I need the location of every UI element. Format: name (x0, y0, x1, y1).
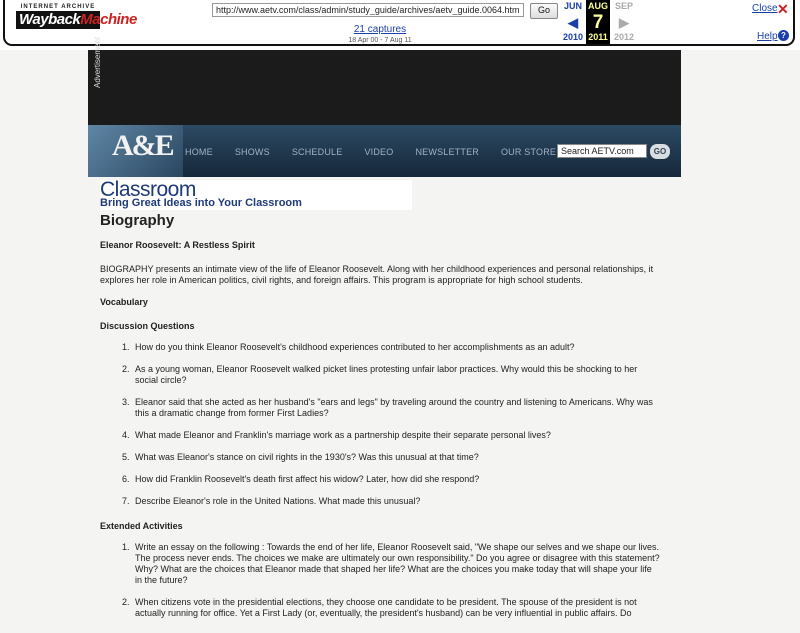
wayback-logo-top: INTERNET ARCHIVE (20, 4, 96, 10)
list-item: 1. How do you think Eleanor Roosevelt's childhood experiences contributed to her accomplishments as an adult? (132, 342, 660, 353)
current-day: 7 (592, 12, 604, 33)
nav-our-store[interactable]: OUR STORE (500, 147, 557, 157)
wayback-logo[interactable] (16, 4, 137, 40)
classroom-banner (100, 180, 412, 210)
site-search-go-button[interactable]: GO (650, 144, 670, 159)
help-icon[interactable]: ? (778, 30, 789, 41)
current-year: 2011 (588, 32, 608, 42)
next-year: 2012 (613, 32, 635, 42)
current-capture (586, 0, 610, 44)
site-search-input[interactable] (557, 144, 647, 158)
discussion-heading: Discussion Questions (100, 321, 195, 331)
advertisement-label: Advertisement (93, 36, 102, 88)
list-item: 4. What made Eleanor and Franklin's marriage work as a partnership despite their separate personal lives? (132, 430, 660, 441)
nav-video[interactable]: VIDEO (364, 147, 394, 157)
next-month: SEP (614, 1, 633, 11)
list-item: 1. Write an essay on the following : Towards the end of her life, Eleanor Roosevelt said, "We shape our selves and we shape our lives. The process never ends. The choices we make are ultimately our own responsibility." Do you agree or disagree with this statement? Why? What are the choices that Eleanor made that shaped her life? What are the choices you make today that will shape your life in the future? (132, 542, 660, 586)
close-link[interactable]: Close (752, 3, 778, 14)
discussion-list (100, 342, 660, 507)
classroom-tagline: Bring Great Ideas into Your Classroom (100, 197, 302, 209)
nav-links (185, 147, 578, 157)
prev-month: JUN (563, 1, 582, 11)
study-guide-content (100, 212, 660, 633)
activities-heading: Extended Activities (100, 521, 183, 531)
captures-link[interactable]: 21 captures (353, 24, 407, 35)
captures-range: 18 Apr 00 - 7 Aug 11 (348, 37, 412, 44)
activities-list (100, 542, 660, 619)
nav-home[interactable]: HOME (185, 147, 213, 157)
ae-logo-text: A&E (112, 129, 173, 162)
list-item: 2. When citizens vote in the presidential elections, they choose one candidate to be president. The spouse of the president is not actually running for office. Yet a First Lady (or, eventually, the president's husband) can be very influential in public affairs. Do (132, 597, 660, 619)
next-capture (612, 0, 636, 44)
list-item: 6. How did Franklin Roosevelt's death first affect his widow? Later, how did she respond? (132, 474, 660, 485)
help-link[interactable]: Help (757, 31, 778, 42)
wayback-logo-main (16, 11, 137, 29)
prev-capture[interactable] (561, 0, 585, 44)
ae-logo[interactable] (88, 125, 183, 177)
close-icon[interactable]: ✕ (777, 1, 789, 17)
wayback-logo-main-b: Machine (80, 11, 137, 28)
vocabulary-heading: Vocabulary (100, 297, 148, 307)
nav-newsletter[interactable]: NEWSLETTER (415, 147, 479, 157)
list-item: 3. Eleanor said that she acted as her husband's "ears and legs" by traveling around the country and listening to Americans. Why was this a dramatic change from former First Ladies? (132, 397, 660, 419)
program-title: Eleanor Roosevelt: A Restless Spirit (100, 240, 255, 250)
list-item: 5. What was Eleanor's stance on civil rights in the 1930's? Was this unusual at that time? (132, 452, 660, 463)
wayback-go-button[interactable]: Go (530, 3, 558, 19)
list-item: 7. Describe Eleanor's role in the United Nations. What made this unusual? (132, 496, 660, 507)
classroom-title: Classroom (100, 178, 196, 201)
page-title: Biography (100, 212, 175, 229)
current-month: AUG (588, 1, 608, 11)
intro-paragraph: BIOGRAPHY presents an intimate view of the life of Eleanor Roosevelt. Along with her childhood experiences and personal relationships, it explores her role in American politics, civil rights, and foreign affairs. This program is appropriate for high school students. (100, 264, 654, 285)
wayback-toolbar (0, 0, 800, 50)
prev-year[interactable]: 2010 (562, 32, 584, 42)
wayback-logo-main-a: Wayback (19, 11, 81, 28)
prev-arrow-icon[interactable]: ◀ (568, 15, 578, 30)
nav-shows[interactable]: SHOWS (234, 147, 270, 157)
next-arrow-icon: ▶ (619, 15, 629, 30)
nav-schedule[interactable]: SCHEDULE (291, 147, 343, 157)
list-item: 2. As a young woman, Eleanor Roosevelt walked picket lines protesting unfair labor practices. Why would this be shocking to her social circle? (132, 364, 660, 386)
site-nav (88, 125, 681, 177)
wayback-url-input[interactable] (212, 3, 524, 17)
